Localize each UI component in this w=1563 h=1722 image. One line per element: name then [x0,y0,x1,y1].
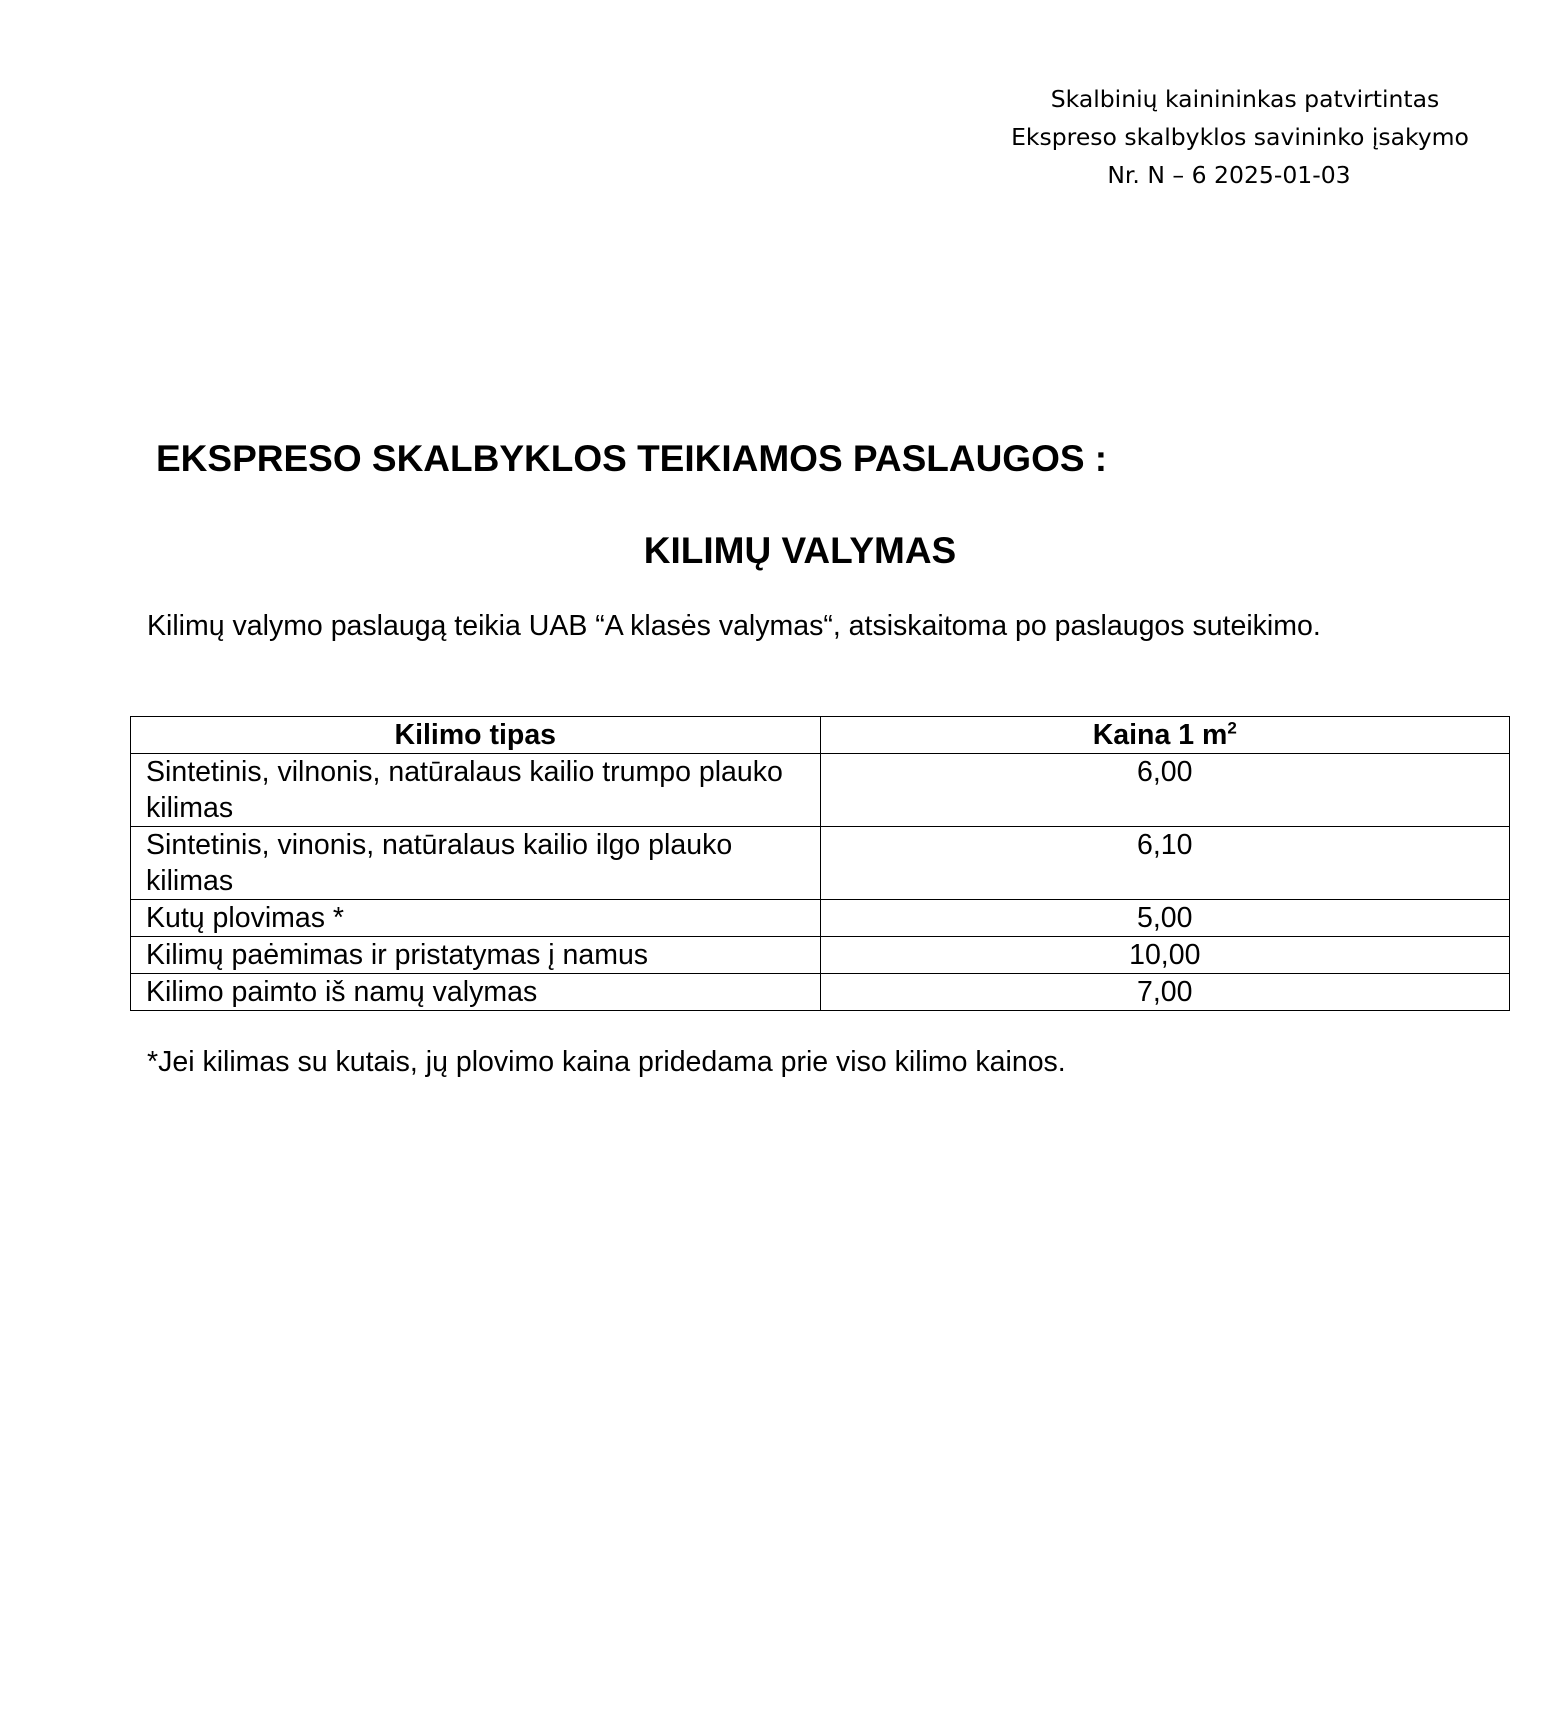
table-row [131,937,1510,974]
carpet-type-cell: Sintetinis, vilnonis, natūralaus kailio trumpo plauko kilimas [131,754,821,827]
price-cell: 6,00 [820,754,1509,827]
table-row [131,827,1510,900]
price-cell: 7,00 [820,974,1509,1011]
carpet-type-cell: Sintetinis, vinonis, natūralaus kailio ilgo plauko kilimas [131,827,821,900]
header-price-label: Kaina 1 m [1092,719,1228,751]
table-row [131,754,1510,827]
carpet-type-cell: Kilimo paimto iš namų valymas [131,974,821,1011]
price-cell: 10,00 [820,937,1509,974]
price-table [130,716,1510,1011]
table-row [131,974,1510,1011]
price-cell: 5,00 [820,900,1509,937]
header-carpet-type: Kilimo tipas [131,717,821,754]
carpet-type-cell: Kilimų paėmimas ir pristatymas į namus [131,937,821,974]
footnote: *Jei kilimas su kutais, jų plovimo kaina pridedama prie viso kilimo kainos. [147,1046,1066,1078]
approval-line-2: Ekspreso skalbyklos savininko įsakymo [1011,123,1469,151]
approval-line-3: Nr. N – 6 2025-01-03 [1107,161,1351,189]
header-price [820,717,1509,754]
document-title: EKSPRESO SKALBYKLOS TEIKIAMOS PASLAUGOS : [156,438,1108,479]
price-cell: 6,10 [820,827,1509,900]
carpet-type-cell: Kutų plovimas * [131,900,821,937]
approval-line-1: Skalbinių kainininkas patvirtintas [1050,85,1440,113]
approval-note [980,80,1500,194]
table-row [131,900,1510,937]
header-price-unit-superscript: 2 [1227,718,1237,738]
intro-paragraph: Kilimų valymo paslaugą teikia UAB “A klasės valymas“, atsiskaitoma po paslaugos suteikimo. [147,610,1321,642]
section-title: KILIMŲ VALYMAS [643,530,957,571]
table-header-row [131,717,1510,754]
